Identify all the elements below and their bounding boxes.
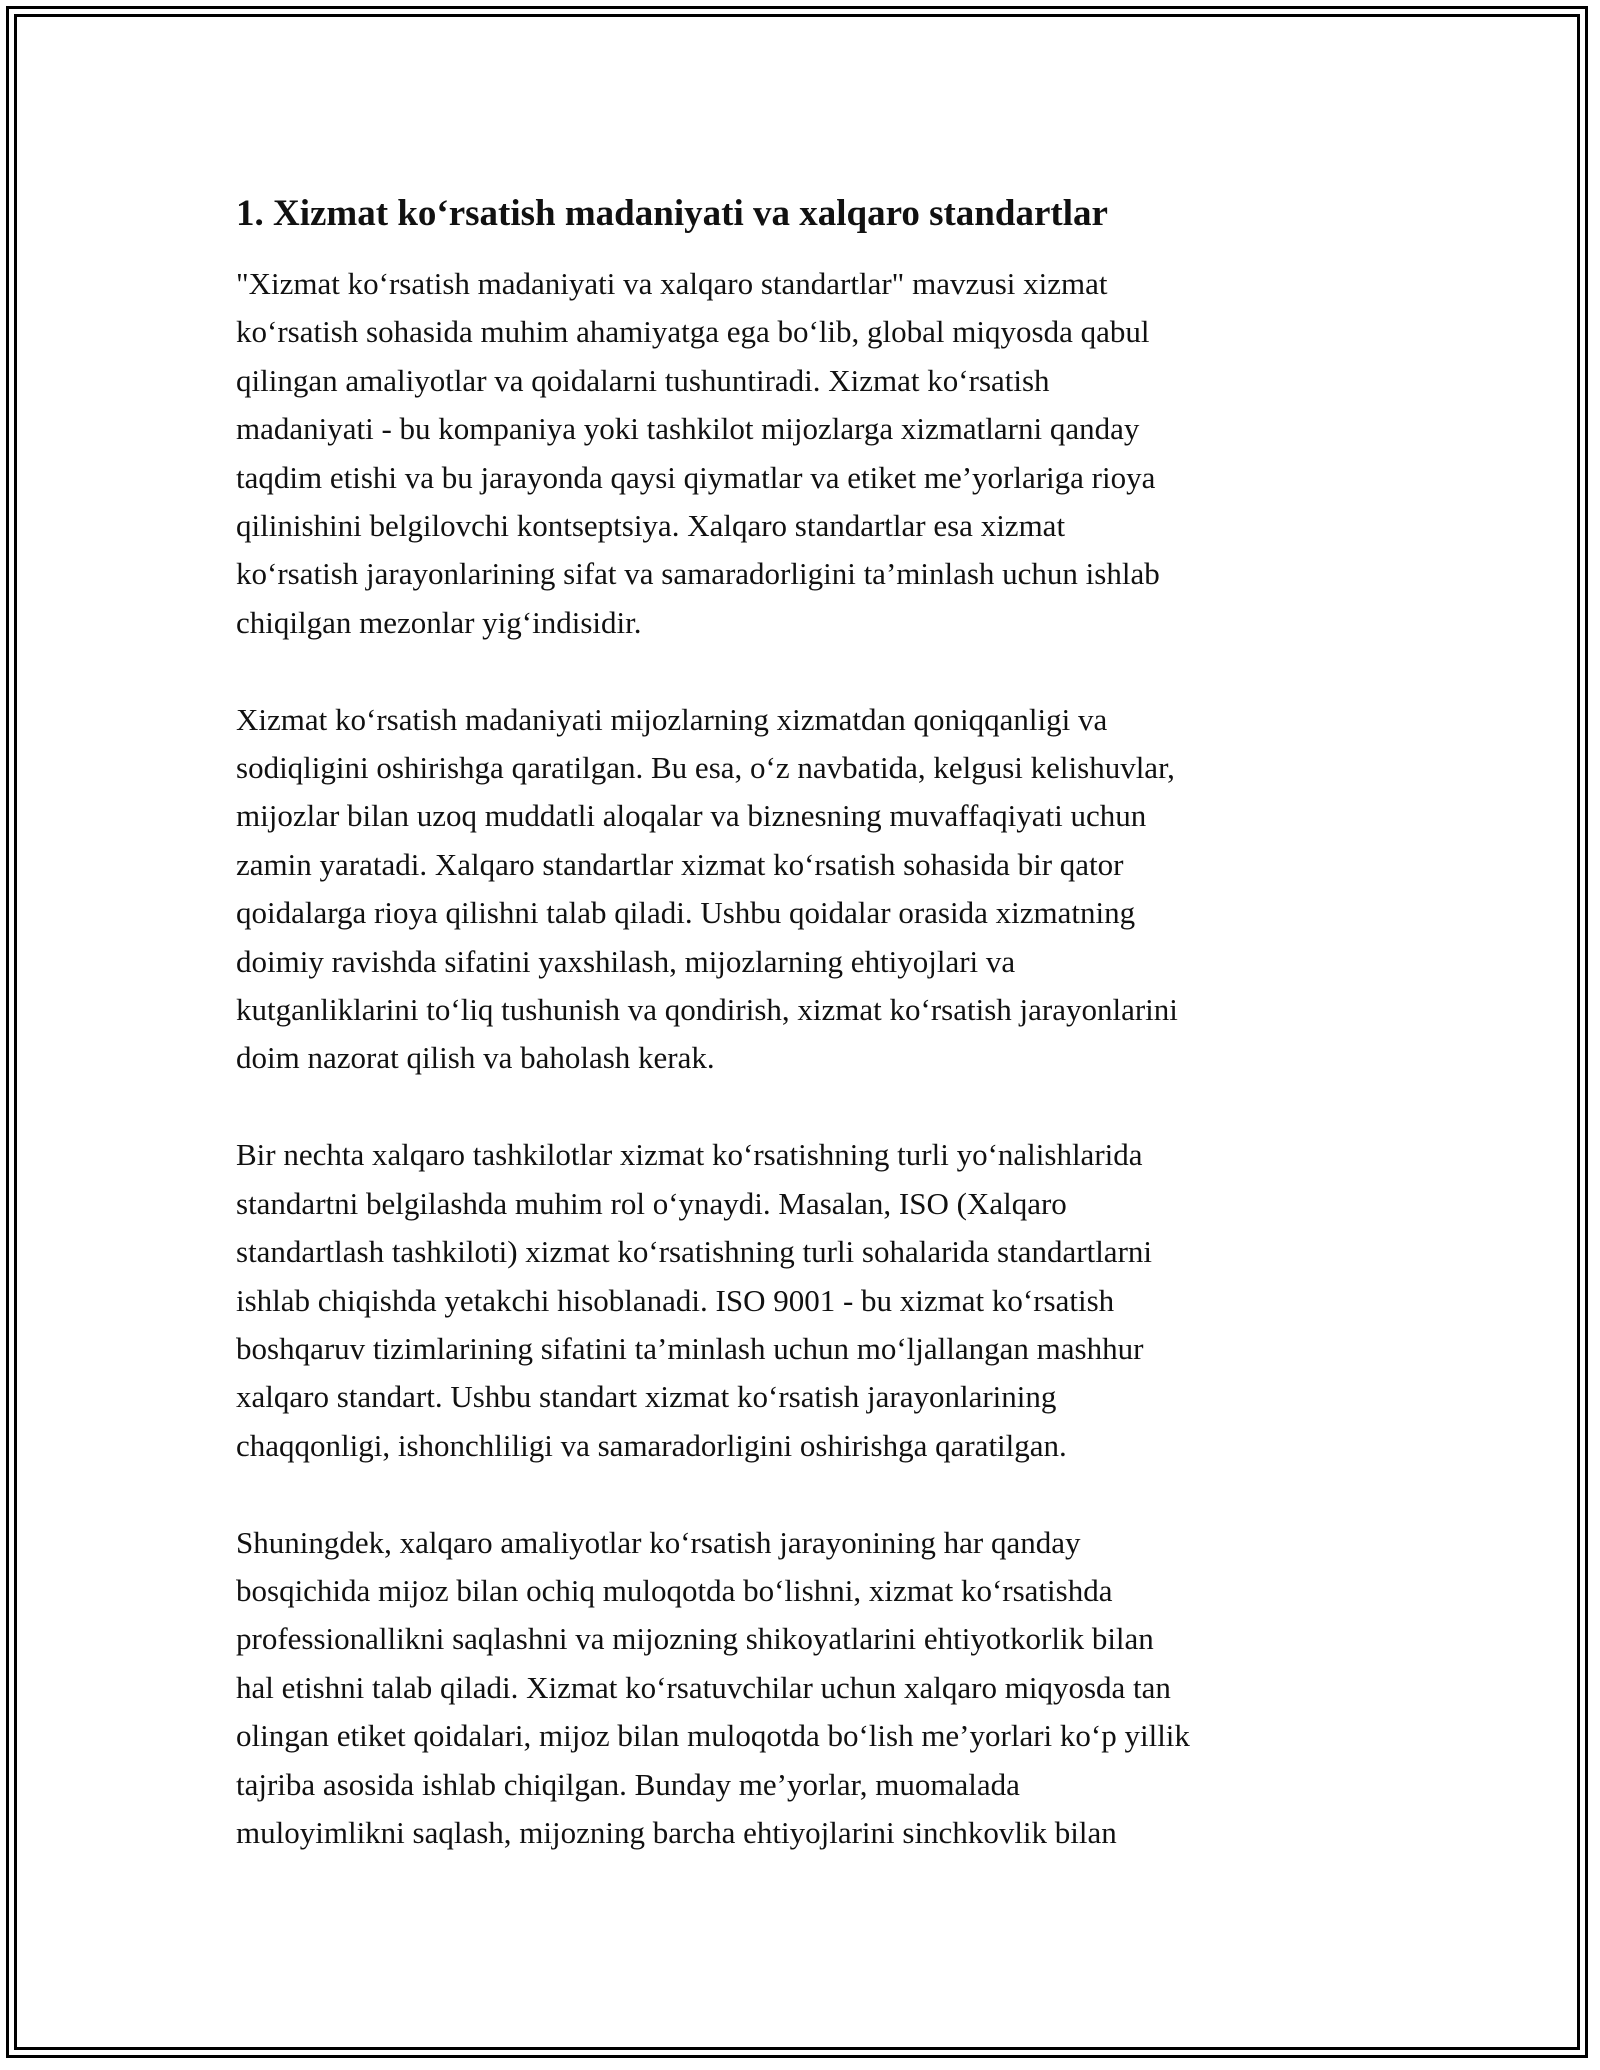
text-line: qilinishini belgilovchi kontseptsiya. Xalqaro standartlar esa xizmat: [236, 508, 1066, 544]
text-line: hal etishni talab qiladi. Xizmat ko‘rsatuvchilar uchun xalqaro miqyosda tan: [236, 1669, 1171, 1705]
text-line: Shuningdek, xalqaro amaliyotlar ko‘rsatish jarayonining har qanday: [236, 1524, 1081, 1560]
text-line: standartni belgilashda muhim rol o‘ynaydi. Masalan, ISO (Xalqaro: [236, 1185, 1067, 1221]
text-line: doim nazorat qilish va baholash kerak.: [236, 1040, 715, 1076]
text-line: standartlash tashkiloti) xizmat ko‘rsatishning turli sohalarida standartlarni: [236, 1234, 1152, 1270]
text-line: qilingan amaliyotlar va qoidalarni tushuntiradi. Xizmat ko‘rsatish: [236, 362, 1050, 398]
text-line: chaqqonligi, ishonchliligi va samaradorligini oshirishga qaratilgan.: [236, 1427, 1067, 1463]
text-line: Xizmat ko‘rsatish madaniyati mijozlarning xizmatdan qoniqqanligi va: [236, 701, 1108, 737]
text-line: olingan etiket qoidalari, mijoz bilan muloqotda bo‘lish me’yorlari ko‘p yillik: [236, 1718, 1190, 1754]
document-title: 1. Xizmat ko‘rsatish madaniyati va xalqaro standartlar: [236, 193, 1108, 234]
text-line: sodiqligini oshirishga qaratilgan. Bu esa, o‘z navbatida, kelgusi kelishuvlar,: [236, 750, 1175, 786]
text-line: xalqaro standart. Ushbu standart xizmat ko‘rsatish jarayonlarining: [236, 1379, 1057, 1415]
paragraph-4: [236, 1519, 1386, 1858]
text-line: doimiy ravishda sifatini yaxshilash, mijozlarning ehtiyojlari va: [236, 943, 1016, 979]
paragraph-3: [236, 1131, 1386, 1470]
text-line: tajriba asosida ishlab chiqilgan. Bunday me’yorlar, muomalada: [236, 1766, 1020, 1802]
text-line: boshqaruv tizimlarining sifatini ta’minlash uchun mo‘ljallangan mashhur: [236, 1330, 1144, 1366]
text-line: Bir nechta xalqaro tashkilotlar xizmat ko‘rsatishning turli yo‘nalishlarida: [236, 1137, 1143, 1173]
paragraph-1: [236, 260, 1386, 647]
paragraph-2: [236, 696, 1386, 1083]
text-line: chiqilgan mezonlar yig‘indisidir.: [236, 604, 642, 640]
text-line: kutganliklarini to‘liq tushunish va qondirish, xizmat ko‘rsatish jarayonlarini: [236, 992, 1178, 1028]
text-line: zamin yaratadi. Xalqaro standartlar xizmat ko‘rsatish sohasida bir qator: [236, 846, 1124, 882]
text-line: ko‘rsatish jarayonlarining sifat va samaradorligini ta’minlash uchun ishlab: [236, 556, 1160, 592]
text-line: professionallikni saqlashni va mijozning shikoyatlarini ehtiyotkorlik bilan: [236, 1621, 1154, 1657]
text-line: muloyimlikni saqlash, mijozning barcha ehtiyojlarini sinchkovlik bilan: [236, 1814, 1117, 1850]
text-line: ishlab chiqishda yetakchi hisoblanadi. ISO 9001 - bu xizmat ko‘rsatish: [236, 1282, 1115, 1318]
text-line: madaniyati - bu kompaniya yoki tashkilot mijozlarga xizmatlarni qanday: [236, 411, 1140, 447]
text-line: taqdim etishi va bu jarayonda qaysi qiymatlar va etiket me’yorlariga rioya: [236, 459, 1156, 495]
text-line: "Xizmat ko‘rsatish madaniyati va xalqaro standartlar" mavzusi xizmat: [236, 266, 1108, 301]
text-line: qoidalarga rioya qilishni talab qiladi. Ushbu qoidalar orasida xizmatning: [236, 895, 1136, 931]
text-line: mijozlar bilan uzoq muddatli aloqalar va biznesning muvaffaqiyati uchun: [236, 798, 1147, 834]
text-line: ko‘rsatish sohasida muhim ahamiyatga ega bo‘lib, global miqyosda qabul: [236, 314, 1150, 350]
text-line: bosqichida mijoz bilan ochiq muloqotda bo‘lishni, xizmat ko‘rsatishda: [236, 1572, 1113, 1608]
document-page: [236, 188, 1386, 1906]
